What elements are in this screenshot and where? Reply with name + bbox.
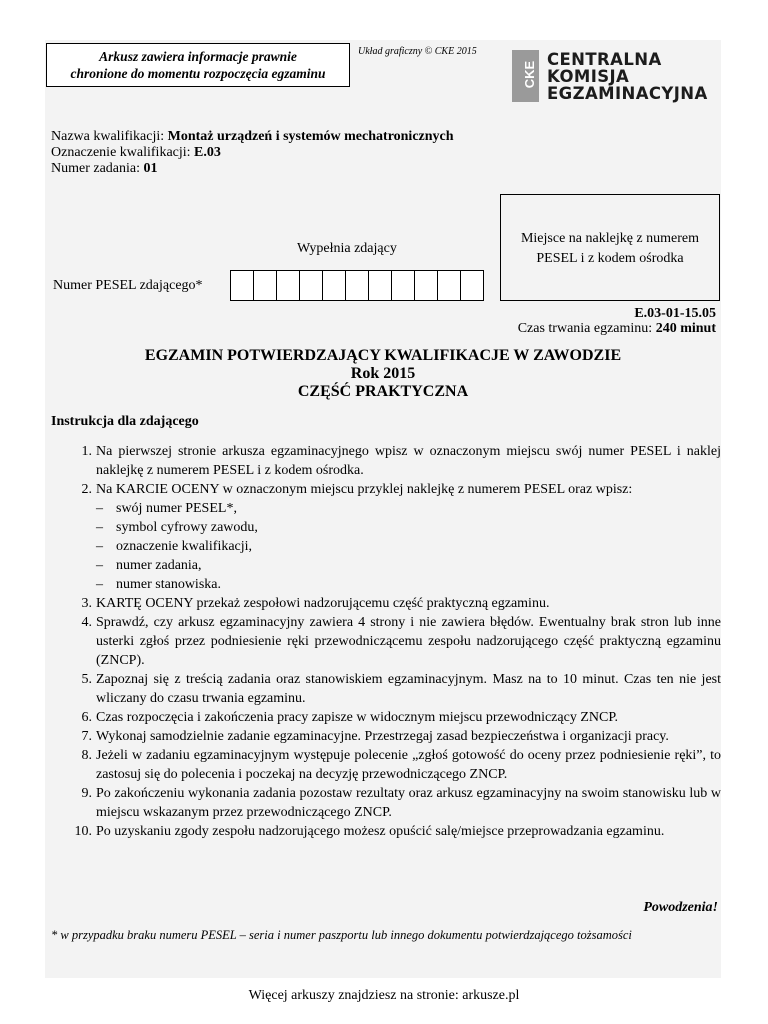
- subitem-text: numer stanowiska.: [116, 577, 221, 592]
- confidential-notice: [46, 43, 350, 87]
- instruction-text: KARTĘ OCENY przekaż zespołowi nadzorującemu część praktyczną egzaminu.: [96, 596, 550, 611]
- instruction-subitem: [51, 537, 721, 556]
- subitem-dash: –: [96, 558, 103, 573]
- task-number: [51, 161, 454, 177]
- instruction-subitem: [51, 518, 721, 537]
- instruction-text: Zapoznaj się z treścią zadania oraz stanowiskiem egzaminacyjnym. Masz na to 10 minut. Czas ten nie jest wliczany do czasu trwania egzaminu.: [96, 672, 721, 706]
- sticker-line-2: PESEL i z kodem ośrodka: [536, 251, 684, 266]
- instruction-number: 7.: [81, 729, 92, 744]
- cke-logo-text: [547, 51, 708, 102]
- instruction-text: Po zakończeniu wykonania zadania pozostaw rezultaty oraz arkusz egzaminacyjny na swoim stanowisku lub w miejscu wskazanym przez przewodniczącego ZNCP.: [96, 786, 721, 820]
- logo-line-3: EGZAMINACYJNA: [547, 83, 708, 103]
- logo-line-1: CENTRALNA: [547, 49, 662, 69]
- qualification-name-value: Montaż urządzeń i systemów mechatronicznych: [167, 129, 454, 144]
- instruction-text: Po uzyskaniu zgody zespołu nadzorującego możesz opuścić salę/miejsce przeprowadzania egzaminu.: [96, 824, 665, 839]
- duration-value: 240 minut: [655, 321, 716, 336]
- logo-line-2: KOMISJA: [547, 66, 630, 86]
- instruction-number: 10.: [74, 824, 92, 839]
- instruction-item: [51, 480, 721, 499]
- cke-logo: [512, 50, 708, 102]
- pesel-label: Numer PESEL zdającego*: [53, 278, 203, 293]
- instruction-text: Na pierwszej stronie arkusza egzaminacyjnego wpisz w oznaczonym miejscu swój numer PESEL i naklej naklejkę z numerem PESEL i z kodem ośrodka.: [96, 444, 721, 478]
- instruction-number: 5.: [81, 672, 92, 687]
- subitem-dash: –: [96, 501, 103, 516]
- pesel-footnote: * w przypadku braku numeru PESEL – seria i numer paszportu lub innego dokumentu potwierdzającego tożsamości: [51, 928, 632, 942]
- instruction-subitem: [51, 575, 721, 594]
- duration-label: Czas trwania egzaminu:: [517, 321, 656, 336]
- instruction-subitem: [51, 499, 721, 518]
- pesel-digit-cell[interactable]: [414, 270, 438, 301]
- pesel-digit-cell[interactable]: [391, 270, 415, 301]
- subitem-text: symbol cyfrowy zawodu,: [116, 520, 258, 535]
- exam-title-year: Rok 2015: [350, 365, 416, 382]
- subitem-text: numer zadania,: [116, 558, 202, 573]
- instruction-item: [51, 613, 721, 670]
- pesel-digit-cell[interactable]: [437, 270, 461, 301]
- instruction-item: [51, 442, 721, 480]
- pesel-digit-cell[interactable]: [299, 270, 323, 301]
- notice-line-2: chronione do momentu rozpoczęcia egzaminu: [70, 66, 326, 81]
- candidate-fills-label: Wypełnia zdający: [297, 241, 397, 256]
- qualification-code-label: Oznaczenie kwalifikacji:: [51, 145, 195, 160]
- instruction-number: 6.: [81, 710, 92, 725]
- notice-line-1: Arkusz zawiera informacje prawnie: [99, 49, 297, 64]
- instruction-number: 9.: [81, 786, 92, 801]
- instruction-text: Na KARCIE OCENY w oznaczonym miejscu przyklej naklejkę z numerem PESEL oraz wpisz:: [96, 482, 633, 497]
- pesel-digit-cell[interactable]: [253, 270, 277, 301]
- subitem-dash: –: [96, 520, 103, 535]
- qualification-code: [51, 145, 454, 161]
- exam-duration: [518, 321, 716, 337]
- exam-titles: [45, 347, 721, 401]
- pesel-digit-cell[interactable]: [368, 270, 392, 301]
- exam-title-part: CZĘŚĆ PRAKTYCZNA: [297, 383, 469, 400]
- qualification-code-value: E.03: [194, 145, 221, 160]
- instruction-item: [51, 822, 721, 841]
- instruction-item: [51, 594, 721, 613]
- subitem-text: swój numer PESEL*,: [116, 501, 237, 516]
- instruction-text: Jeżeli w zadaniu egzaminacyjnym występuje polecenie „zgłoś gotowość do oceny przez podniesienie ręki”, to zastosuj się do polecenia i poczekaj na decyzję przewodniczącego ZNCP.: [96, 748, 721, 782]
- page-footer: Więcej arkuszy znajdziesz na stronie: arkusze.pl: [248, 988, 520, 1003]
- instruction-text: Sprawdź, czy arkusz egzaminacyjny zawiera 4 strony i nie zawiera błędów. Ewentualny brak stron lub inne usterki zgłoś przez podniesienie ręki przewodniczącemu zespołu nadzorującego część praktyczną egzaminu (ZNCP).: [96, 615, 721, 668]
- instructions-list: [51, 442, 721, 841]
- exam-code: E.03-01-15.05: [634, 306, 716, 321]
- pesel-digit-cell[interactable]: [322, 270, 346, 301]
- instruction-item: [51, 784, 721, 822]
- cke-logo-mark-text: CKE: [522, 60, 538, 89]
- instruction-text: Wykonaj samodzielnie zadanie egzaminacyjne. Przestrzegaj zasad bezpieczeństwa i organizacji pracy.: [96, 729, 669, 744]
- instruction-number: 4.: [81, 615, 92, 630]
- pesel-digit-cell[interactable]: [276, 270, 300, 301]
- instruction-subitem: [51, 556, 721, 575]
- instruction-number: 8.: [81, 748, 92, 763]
- task-number-label: Numer zadania:: [51, 161, 144, 176]
- pesel-digit-cell[interactable]: [460, 270, 484, 301]
- subitem-dash: –: [96, 539, 103, 554]
- instruction-text: Czas rozpoczęcia i zakończenia pracy zapisze w widocznym miejscu przewodniczący ZNCP.: [96, 710, 619, 725]
- subitem-text: oznaczenie kwalifikacji,: [116, 539, 253, 554]
- instruction-number: 1.: [81, 444, 92, 459]
- instructions-title: Instrukcja dla zdającego: [51, 414, 199, 429]
- layout-copyright: Układ graficzny © CKE 2015: [358, 46, 477, 57]
- instruction-item: [51, 670, 721, 708]
- pesel-field[interactable]: [231, 270, 484, 301]
- good-luck: Powodzenia!: [643, 900, 718, 915]
- instruction-number: 3.: [81, 596, 92, 611]
- pesel-digit-cell[interactable]: [345, 270, 369, 301]
- qualification-name-label: Nazwa kwalifikacji:: [51, 129, 168, 144]
- sticker-placeholder: [500, 194, 720, 301]
- cke-logo-mark: [512, 50, 539, 102]
- qualification-info: [51, 129, 454, 177]
- qualification-name: [51, 129, 454, 145]
- instruction-item: [51, 727, 721, 746]
- instruction-number: 2.: [81, 482, 92, 497]
- instruction-item: [51, 708, 721, 727]
- pesel-digit-cell[interactable]: [230, 270, 254, 301]
- instruction-item: [51, 746, 721, 784]
- task-number-value: 01: [143, 161, 158, 176]
- subitem-dash: –: [96, 577, 103, 592]
- sticker-line-1: Miejsce na naklejkę z numerem: [520, 231, 700, 246]
- exam-title-main: EGZAMIN POTWIERDZAJĄCY KWALIFIKACJE W ZAWODZIE: [144, 347, 622, 364]
